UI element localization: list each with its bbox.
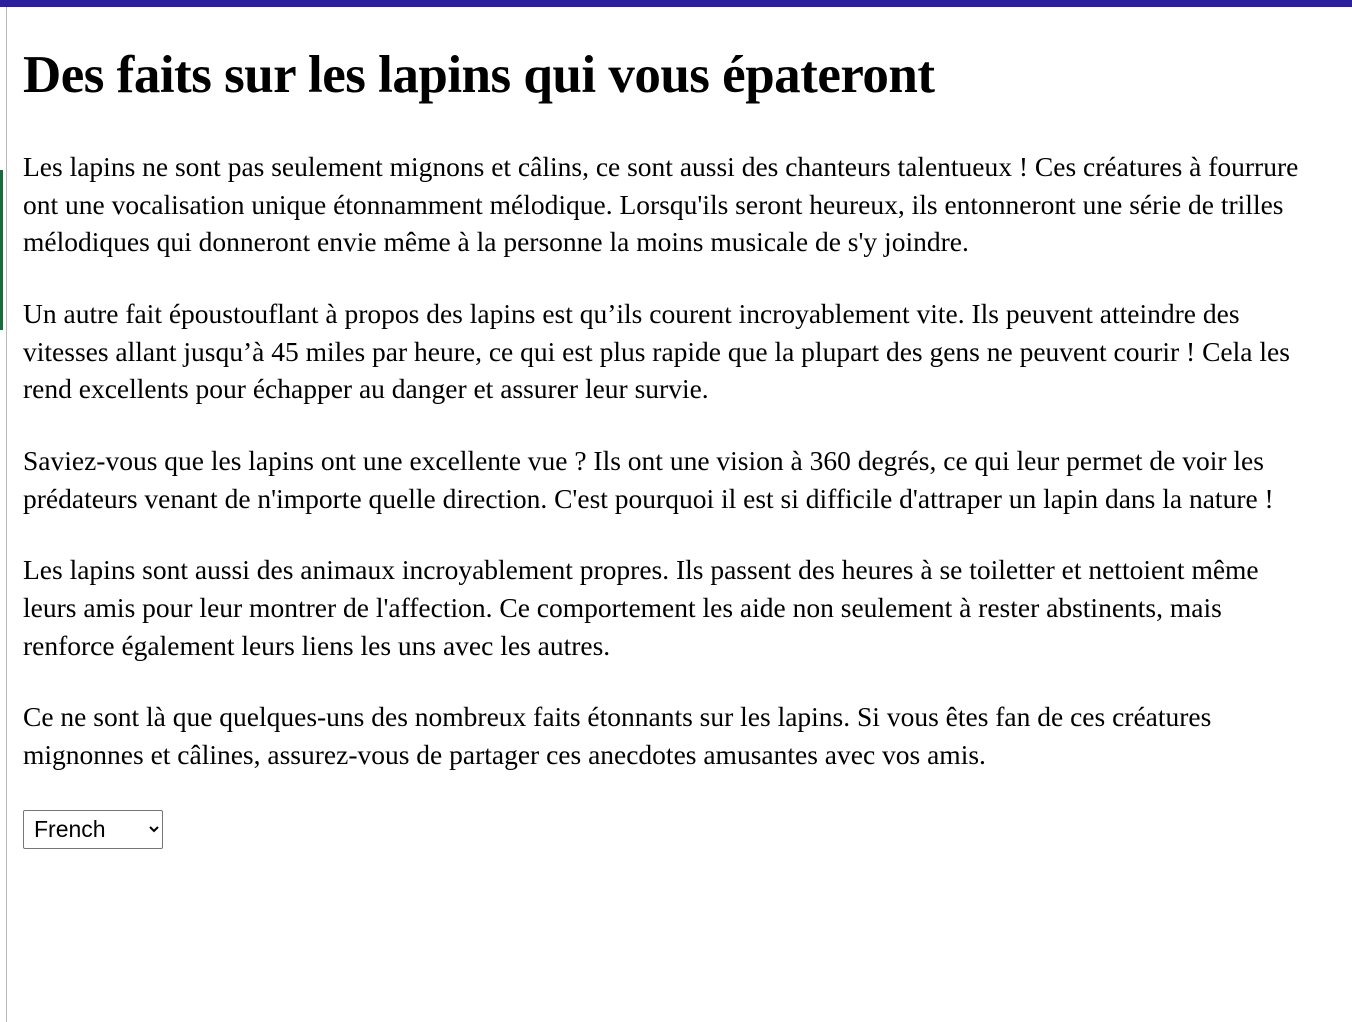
page-left-edge [0, 7, 7, 1022]
article-paragraph-1: Les lapins ne sont pas seulement mignons et câlins, ce sont aussi des chanteurs talentueux ! Ces créatures à fourrure ont une vocalisation unique étonnamment mélodique. Lorsqu'ils seront heureux, ils entonneront une série de trilles mélodiques qui donneront envie même à la personne la moins musicale de s'y joindre. [23, 150, 1299, 258]
article-page [7, 7, 1352, 1022]
left-accent-marker [0, 170, 3, 330]
page-title: Des faits sur les lapins qui vous épateront [23, 46, 935, 104]
article-paragraph-4: Les lapins sont aussi des animaux incroyablement propres. Ils passent des heures à se toiletter et nettoient même leurs amis pour leur montrer de l'affection. Ce comportement les aide non seulement à rester abstinents, mais renforce également leurs liens les uns avec les autres. [23, 554, 1259, 661]
language-select[interactable] [23, 810, 163, 849]
article-paragraph-3: Saviez-vous que les lapins ont une excellente vue ? Ils ont une vision à 360 degrés, ce qui leur permet de voir les prédateurs venant de n'importe quelle direction. C'est pourquoi il est si difficile d'attraper un lapin dans la nature ! [23, 444, 1274, 514]
article-paragraph-2: Un autre fait époustouflant à propos des lapins est qu’ils courent incroyablement vite. Ils peuvent atteindre des vitesses allant jusqu’à 45 miles par heure, ce qui est plus rapide que la plupart des gens ne peuvent courir ! Cela les rend excellents pour échapper au danger et assurer leur survie. [23, 297, 1290, 405]
language-selector-container [23, 810, 1312, 849]
browser-top-bar [0, 0, 1352, 7]
article-paragraph-5: Ce ne sont là que quelques-uns des nombreux faits étonnants sur les lapins. Si vous êtes fan de ces créatures mignonnes et câlines, assurez-vous de partager ces anecdotes amusantes avec vos amis. [23, 701, 1212, 770]
